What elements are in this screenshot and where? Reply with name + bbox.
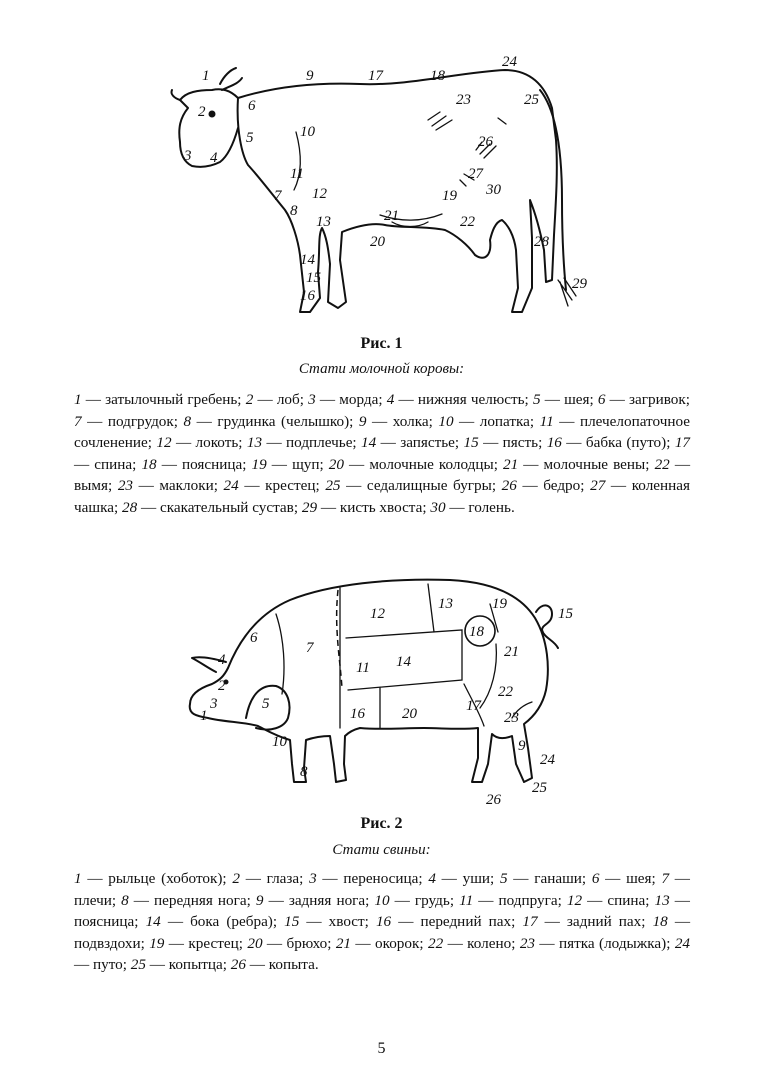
cow-label-29: 29 [572,276,587,292]
figure2-legend-text: — бока (ребра); [160,913,285,930]
pig-label-10: 10 [272,734,287,750]
figure2-legend-text: — плечи; [74,870,690,909]
figure1-legend-text: — маклоки; [133,477,224,494]
pig-label-8: 8 [300,764,308,780]
figure2-legend-text: — хвост; [299,913,376,930]
cow-label-14: 14 [300,252,315,268]
figure-2-legend [74,868,690,976]
figure2-legend-text: — ганаши; [507,870,592,887]
figure2-legend-number: 2 [232,870,240,887]
figure1-legend-number: 20 [328,455,344,473]
figure1-legend-number: 14 [361,434,377,451]
cow-label-28: 28 [534,234,549,250]
pig-label-1: 1 [200,708,208,724]
figure1-legend-number: 4 [386,391,395,408]
figure1-legend-text: — морда; [315,391,387,408]
figure1-legend-number: 1 [74,391,82,408]
figure2-legend-number: 5 [499,870,508,887]
cow-label-26: 26 [478,134,493,150]
figure1-legend-number: 2 [245,391,254,408]
figure-2-subtitle: Стати свиньи: [332,842,431,858]
cow-label-7: 7 [274,188,282,204]
pig-label-7: 7 [306,640,314,656]
pig-label-23: 23 [504,710,519,726]
figure2-legend-number: 18 [652,913,668,930]
figure2-legend-number: 9 [255,891,264,909]
figure2-legend-text: — копыта. [245,956,319,973]
figure2-legend-number: 12 [566,891,583,909]
figure2-legend-number: 19 [149,934,165,952]
figure1-legend-text: — седалищные бугры; [340,477,502,494]
cow-label-5: 5 [246,130,254,146]
figure2-legend-text: — колено; [443,934,520,952]
cow-label-10: 10 [300,124,315,140]
figure2-legend-number: 21 [335,934,352,952]
figure1-legend-number: 28 [121,498,138,516]
figure2-legend-number: 4 [428,870,436,887]
pig-label-14: 14 [396,654,411,670]
pig-label-24: 24 [540,752,555,768]
figure-1-subtitle: Стати молочной коровы: [298,361,465,377]
figure2-legend-text: — путо; [74,956,131,973]
pig-drawing [180,568,600,808]
cow-label-21: 21 [384,208,399,224]
figure2-legend-text: — спина; [582,891,655,909]
pig-label-5: 5 [262,696,270,712]
figure1-legend-text: — локоть; [171,434,247,451]
cow-label-22: 22 [460,214,475,230]
figure1-legend-number: 6 [597,391,606,408]
pig-label-16: 16 [350,706,365,722]
figure1-legend-number: 12 [156,434,172,451]
figure1-legend-number: 19 [251,455,267,473]
figure-2-caption: Рис. 2 [360,815,403,832]
figure1-legend-text: — лопатка; [453,412,540,430]
cow-label-18: 18 [430,68,445,84]
figure1-legend-number: 10 [438,412,454,430]
figure-1-legend [74,389,690,518]
figure1-legend-text: — голень. [445,498,515,516]
figure1-legend-text: — грудинка (челышко); [191,412,359,430]
cow-label-13: 13 [316,214,331,230]
figure2-legend-number: 7 [661,870,670,887]
cow-label-12: 12 [312,186,327,202]
pig-label-11: 11 [356,660,370,676]
figure2-legend-text: — грудь; [389,891,460,909]
figure2-legend-text: — окорок; [351,934,428,952]
figure1-legend-number: 5 [532,391,541,408]
figure1-legend-text: — спина; [74,455,142,473]
figure2-legend-number: 24 [674,934,691,952]
page-number: 5 [377,1040,386,1057]
figure1-legend-number: 25 [325,477,341,494]
figure1-legend-text: — бедро; [516,477,591,494]
figure2-legend-number: 26 [230,956,246,973]
figure1-legend-number: 9 [358,412,367,430]
figure1-legend-text: — коленная чашка; [74,477,690,516]
cow-label-15: 15 [306,270,321,286]
cow-label-6: 6 [248,98,256,114]
pig-label-4: 4 [218,652,226,668]
figure2-legend-text: — подпруга; [473,891,567,909]
figure1-legend-text: — запястье; [376,434,464,451]
figure1-legend-text: — подгрудок; [81,412,184,430]
figure1-legend-text: — крестец; [238,477,326,494]
pig-label-3: 3 [210,696,218,712]
figure1-legend-number: 22 [654,455,670,473]
figure1-legend-text: — щуп; [266,455,329,473]
cow-label-16: 16 [300,288,315,304]
figure1-legend-number: 3 [308,391,316,408]
figure1-legend-number: 30 [430,498,446,516]
figure1-legend-number: 29 [301,498,318,516]
figure1-legend-number: 7 [74,412,82,430]
figure2-legend-number: 8 [121,891,129,909]
cow-label-9: 9 [306,68,314,84]
figure-1-caption: Рис. 1 [360,335,403,352]
figure1-legend-text: — скакательный сустав; [137,498,302,516]
figure1-legend-text: — затылочный гребень; [81,391,246,408]
figure2-legend-text: — передняя нога; [128,891,256,909]
figure1-legend-text: — загривок; [605,391,690,408]
figure2-legend-number: 6 [591,870,600,887]
figure1-legend-number: 24 [223,477,239,494]
figure1-legend-number: 11 [539,412,554,430]
figure1-legend-text: — кисть хвоста; [317,498,431,516]
figure2-legend-number: 22 [427,934,444,952]
figure2-legend-number: 17 [522,913,538,930]
figure2-legend-number: 11 [459,891,474,909]
figure2-legend-text: — поясница; [74,891,690,930]
cow-label-4: 4 [210,150,218,166]
cow-label-25: 25 [524,92,539,108]
pig-label-17: 17 [466,698,481,714]
pig-figure [180,568,600,808]
cow-figure [160,50,610,330]
pig-label-12: 12 [370,606,385,622]
figure1-legend-number: 8 [183,412,192,430]
figure1-legend-number: 17 [674,434,690,451]
figure1-legend-text: — бабка (путо); [561,434,675,451]
cow-label-23: 23 [456,92,471,108]
pig-label-25: 25 [532,780,547,796]
figure2-legend-number: 14 [145,913,161,930]
cow-label-27: 27 [468,166,483,182]
figure2-legend-number: 25 [130,956,146,973]
figure2-legend-number: 20 [247,934,263,952]
figure1-legend-text: — молочные вены; [518,455,655,473]
cow-label-24: 24 [502,54,517,70]
cow-label-20: 20 [370,234,385,250]
figure1-legend-text: — нижняя челюсть; [394,391,533,408]
cow-label-17: 17 [368,68,383,84]
pig-label-13: 13 [438,596,453,612]
figure2-legend-number: 16 [375,913,392,930]
figure2-legend-number: 1 [74,870,82,887]
figure2-legend-text: — пятка (лодыжка); [535,934,675,952]
pig-label-19: 19 [492,596,507,612]
pig-label-2: 2 [218,678,226,694]
figure2-legend-text: — задний пах; [537,913,653,930]
figure2-legend-text: — переносица; [316,870,429,887]
figure2-legend-number: 10 [374,891,390,909]
figure2-legend-text: — брюхо; [262,934,336,952]
figure1-legend-number: 21 [503,455,519,473]
pig-label-18: 18 [469,624,484,640]
cow-label-3: 3 [184,148,192,164]
pig-label-26: 26 [486,792,501,808]
cow-drawing [160,50,610,330]
figure2-legend-text: — шея; [599,870,662,887]
figure1-legend-text: — плечелопаточное сочленение; [74,412,690,451]
figure1-legend-number: 13 [246,434,263,451]
figure1-legend-number: 16 [546,434,562,451]
pig-label-9: 9 [518,738,526,754]
figure2-legend-text: — задняя нога; [263,891,375,909]
cow-label-1: 1 [202,68,210,84]
figure2-legend-number: 3 [309,870,317,887]
figure2-legend-text: — глаза; [239,870,310,887]
cow-label-2: 2 [198,104,206,120]
figure1-legend-text: — шея; [540,391,598,408]
figure2-legend-text: — копытца; [145,956,231,973]
figure1-legend-number: 15 [463,434,479,451]
figure2-legend-number: 15 [284,913,300,930]
cow-label-11: 11 [290,166,304,182]
figure2-legend-text: — рыльце (хоботок); [81,870,233,887]
figure1-legend-text: — лоб; [253,391,309,408]
figure2-legend-text: — подвздохи; [74,913,691,952]
figure1-legend-text: — молочные колодцы; [343,455,503,473]
pig-label-20: 20 [402,706,417,722]
figure1-legend-text: — подплечье; [262,434,362,451]
figure2-legend-number: 13 [654,891,670,909]
figure2-legend-text: — уши; [435,870,500,887]
figure2-legend-text: — передний пах; [391,913,523,930]
figure1-legend-text: — вымя; [74,455,691,494]
pig-label-6: 6 [250,630,258,646]
figure1-legend-text: — пясть; [478,434,547,451]
figure2-legend-number: 23 [519,934,536,952]
figure1-legend-number: 27 [590,477,606,494]
figure2-legend-text: — крестец; [164,934,248,952]
figure1-legend-text: — поясница; [156,455,252,473]
pig-label-21: 21 [504,644,519,660]
pig-label-22: 22 [498,684,513,700]
cow-label-19: 19 [442,188,457,204]
figure1-legend-number: 23 [117,477,133,494]
cow-label-30: 30 [486,182,501,198]
cow-label-8: 8 [290,203,298,219]
figure1-legend-number: 26 [501,477,517,494]
figure1-legend-text: — холка; [366,412,439,430]
pig-label-15: 15 [558,606,573,622]
figure1-legend-number: 18 [141,455,157,473]
